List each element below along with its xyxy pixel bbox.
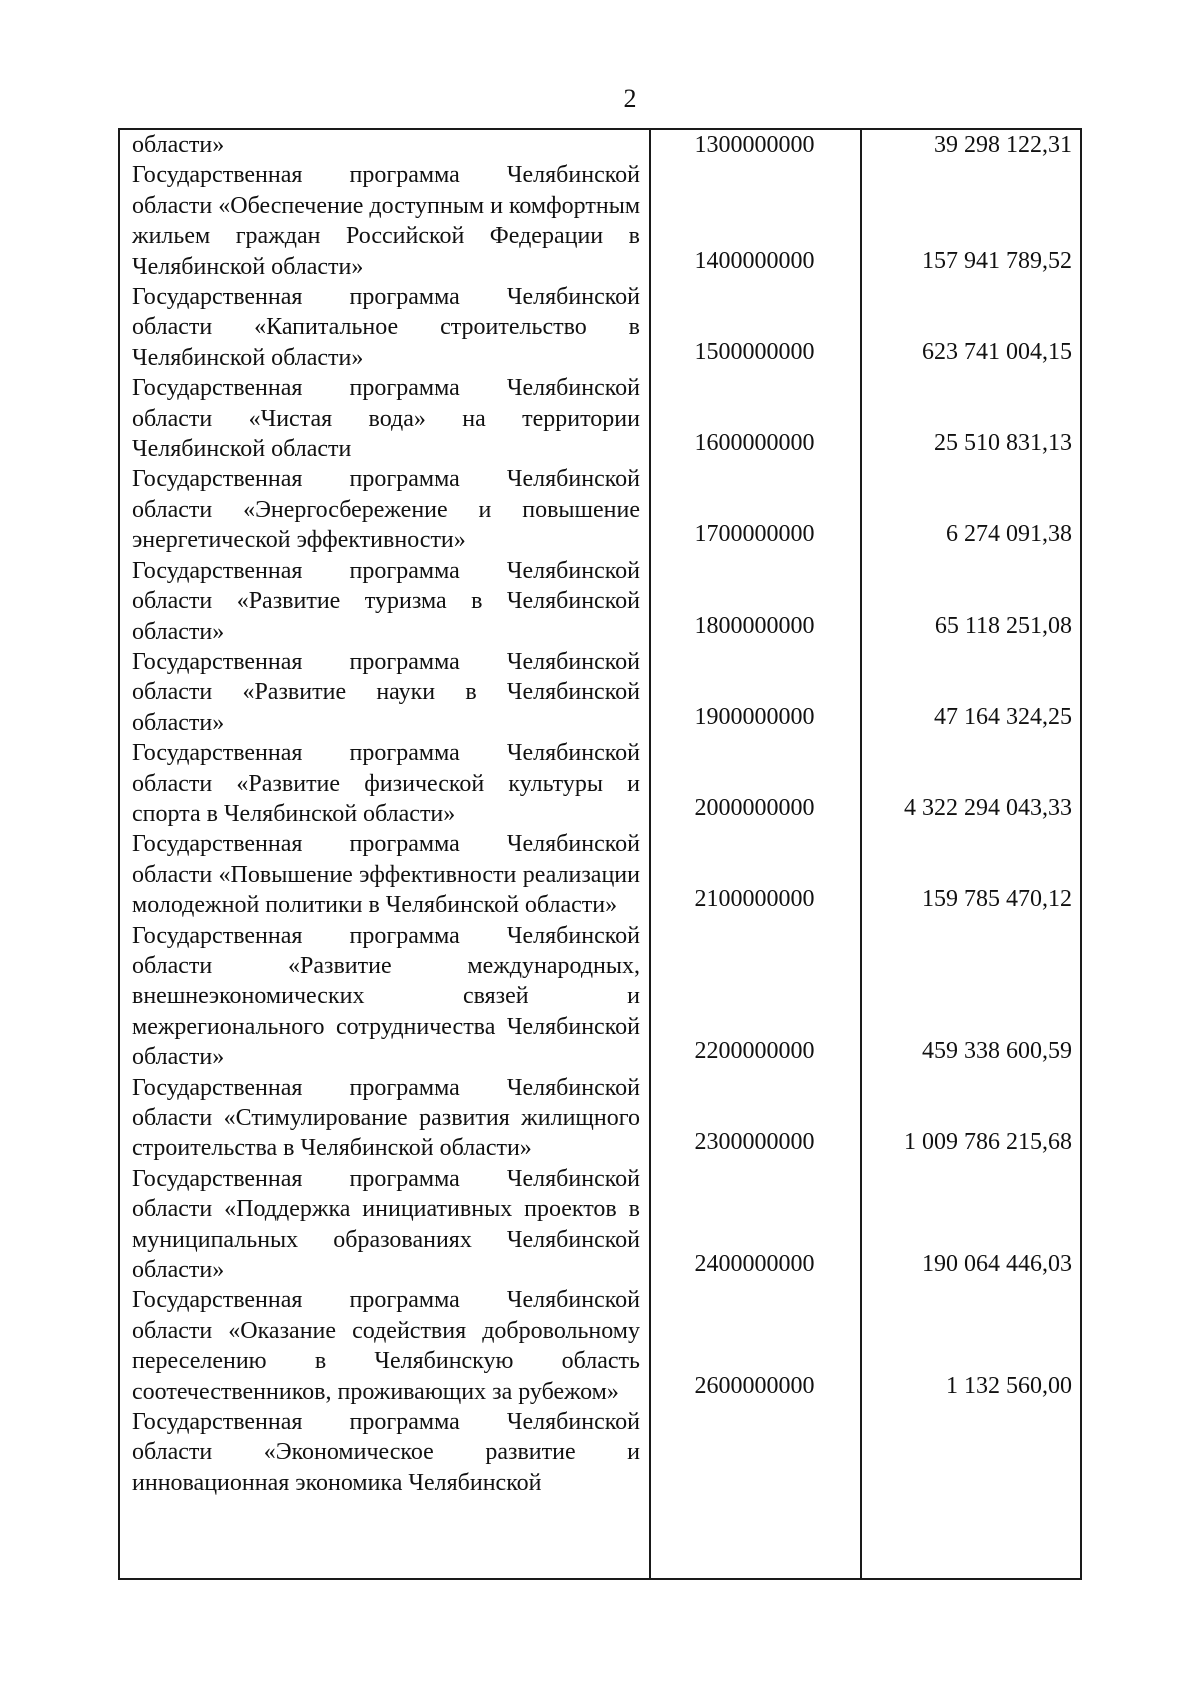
program-amount: 623 741 004,15: [922, 338, 1072, 365]
table-row: [120, 130, 1080, 160]
program-name: Государственная программа Челябинской области «Повышение эффективности реализации молодежной политики в Челябинской области»: [132, 831, 640, 919]
program-name: Государственная программа Челябинской области «Энергосбережение и повышение энергетической эффективности»: [132, 466, 640, 554]
table-row: [120, 556, 1080, 647]
program-name: области»: [132, 132, 225, 158]
program-code: 1500000000: [694, 338, 815, 365]
program-code: 1900000000: [694, 703, 815, 730]
program-code: 1400000000: [694, 247, 815, 274]
table-row: [120, 1285, 1080, 1407]
program-code: 1700000000: [694, 521, 815, 548]
table-row: [120, 373, 1080, 464]
table-row: [120, 464, 1080, 555]
program-amount: 65 118 251,08: [934, 612, 1072, 639]
program-code: 1600000000: [694, 430, 815, 457]
program-amount: [860, 1492, 1080, 1498]
table-row: [120, 160, 1080, 282]
program-name: Государственная программа Челябинской области «Развитие туризма в Челябинской области»: [132, 557, 640, 645]
program-amount: 6 274 091,38: [946, 521, 1072, 548]
program-amount: 1 009 786 215,68: [904, 1129, 1072, 1156]
table-row: [120, 647, 1080, 738]
program-amount: 159 785 470,12: [922, 886, 1072, 913]
program-code: 1300000000: [694, 132, 815, 158]
program-code: 2300000000: [694, 1129, 815, 1156]
program-code: 1800000000: [694, 612, 815, 639]
table-row: [120, 1407, 1080, 1498]
page-number: 2: [623, 84, 637, 113]
budget-table: [118, 128, 1082, 1580]
program-name: Государственная программа Челябинской области «Развитие науки в Челябинской области»: [132, 648, 640, 736]
table-row: [120, 738, 1080, 829]
program-amount: 190 064 446,03: [922, 1251, 1072, 1278]
program-amount: 459 338 600,59: [922, 1038, 1072, 1065]
program-amount: 4 322 294 043,33: [904, 794, 1072, 821]
program-name: Государственная программа Челябинской области «Развитие физической культуры и спорта в Челябинской области»: [132, 740, 640, 827]
program-code: 2600000000: [694, 1372, 815, 1399]
program-name: Государственная программа Челябинской области «Экономическое развитие и инновационная экономика Челябинской: [132, 1409, 640, 1496]
program-name: Государственная программа Челябинской области «Капитальное строительство в Челябинской области»: [132, 284, 640, 371]
program-name: Государственная программа Челябинской области «Стимулирование развития жилищного строительства в Челябинской области»: [132, 1074, 640, 1162]
program-name: Государственная программа Челябинской области «Поддержка инициативных проектов в муниципальных образованиях Челябинской области»: [132, 1165, 640, 1284]
table-row: [120, 829, 1080, 920]
table-row: [120, 921, 1080, 1073]
table-row: [120, 1073, 1080, 1164]
table-rows: [120, 130, 1080, 1498]
program-name: Государственная программа Челябинской области «Развитие международных, внешнеэкономических связей и межрегионального сотрудничества Челябинской области»: [132, 922, 640, 1071]
program-name: Государственная программа Челябинской области «Обеспечение доступным и комфортным жильем граждан Российской Федерации в Челябинской области»: [132, 162, 640, 280]
program-amount: 1 132 560,00: [946, 1372, 1072, 1399]
program-amount: 25 510 831,13: [934, 430, 1072, 457]
program-code: 2100000000: [694, 886, 815, 913]
program-amount: 39 298 122,31: [934, 132, 1072, 158]
table-row: [120, 282, 1080, 373]
program-code: [649, 1492, 860, 1498]
table-row: [120, 1164, 1080, 1286]
program-code: 2000000000: [694, 794, 815, 821]
program-code: 2400000000: [694, 1251, 815, 1278]
program-name: Государственная программа Челябинской области «Чистая вода» на территории Челябинской области: [132, 375, 640, 463]
program-amount: 157 941 789,52: [922, 247, 1072, 274]
program-name: Государственная программа Челябинской области «Оказание содействия добровольному переселению в Челябинскую область соотечественников, проживающих за рубежом»: [132, 1287, 640, 1405]
program-amount: 47 164 324,25: [934, 703, 1072, 730]
program-code: 2200000000: [694, 1038, 815, 1065]
